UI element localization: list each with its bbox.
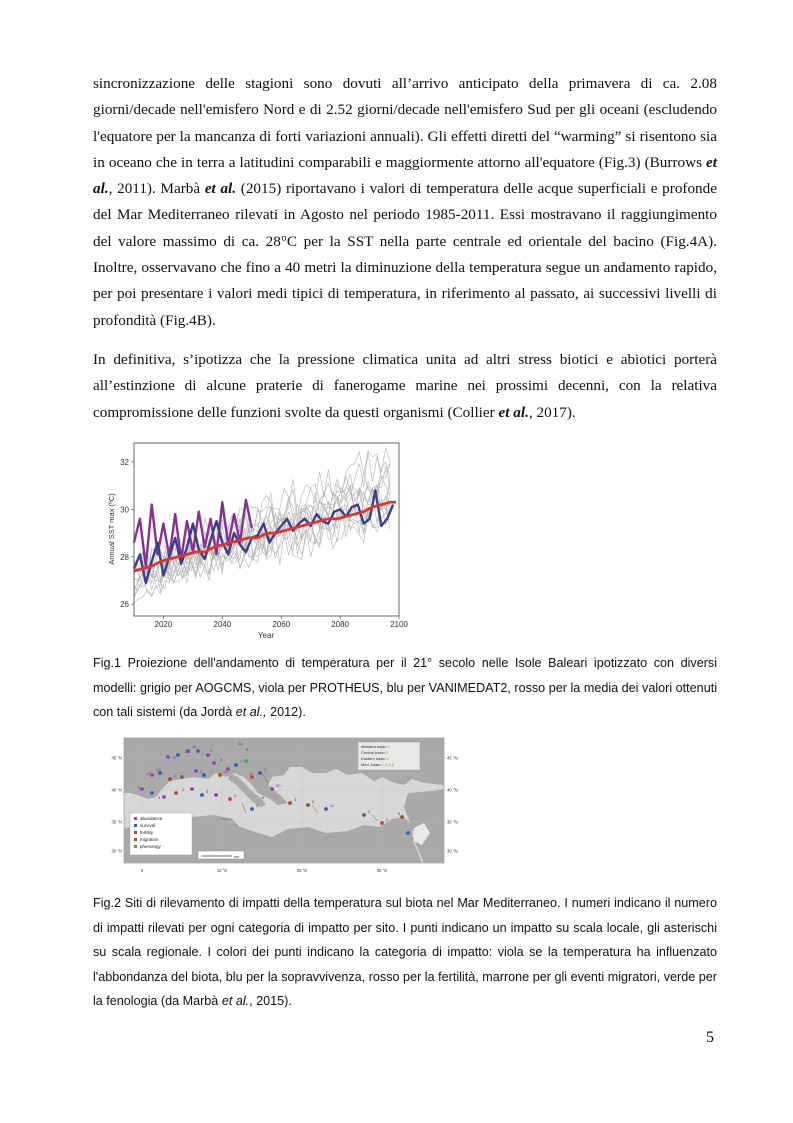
page-number: 5 [706,1029,714,1046]
site-count-label: 8 [312,799,315,804]
scale-bar-label: km [234,854,240,859]
site-count-label: 3 [256,803,259,808]
latitude-label-right: 35 °N [447,819,458,825]
longitude-label: 10 °E [216,868,228,873]
citation-italic: et al. [93,153,717,198]
basin-legend-item [361,744,391,749]
latitude-label: 40 °N [111,787,122,793]
impact-legend [130,813,192,855]
text-run: , 2015). [249,994,292,1009]
text-run: Fig.1 Proiezione dell'andamento di temperatura per il 21° secolo nelle Isole Baleari ipotizzato con diversi modelli: grigio per AOGCMS, viola per PROTHEUS, blu per VANIMEDAT2, rosso per la media dei valori ottenuti con tali sistemi (da Jordà [93,656,717,720]
impact-site-dot [362,813,366,817]
basin-legend [358,742,420,770]
site-count-label: 5 [246,747,249,752]
x-axis-label: Year [257,631,275,640]
impact-site-dot [168,777,172,781]
latitude-label: 30 °N [111,848,122,854]
citation-italic: et al. [221,994,250,1009]
site-count-label: 13 [238,741,243,746]
y-tick-label: 28 [120,552,129,562]
latitude-label: 45 °N [111,755,122,761]
legend-swatch-phenology [134,845,137,848]
text-run: In definitiva, s’ipotizza che la pressione climatica unita ad altri stress biotici e abiotici porterà all’estinzione di alcune praterie di fanerogame marine nei prossimi decenni, con la relativa compromissione delle funzioni svolte da questi organismi (Collier [93,351,717,421]
site-count-label: 8 [206,789,209,794]
site-count-label: 4 [158,795,161,800]
legend-label-phenology: phenology [140,844,161,849]
mediterranean-impact-map [112,733,482,878]
site-count-label: 18 [184,749,189,754]
impact-site-dot [176,753,180,757]
site-count-label: 10 [224,769,229,774]
basin-suffix: 1 [387,744,390,749]
text-run: , 2017). [528,403,576,421]
text-run: Fig.2 Siti di rilevamento di impatti della temperatura sul biota nel Mar Mediterraneo. I numeri indicano il numero di impatti rilevati per ogni categoria di impatto per sito. I punti indicano un impatto su scala locale, gli asterischi su scala regionale. I colori dei punti indicano la categoria di impatto: viola se la temperatura ha influenzato l'abbondanza del biota, blu per la sopravvivenza, rosso per la fertilità, marrone per gli eventi migratori, verde per la fenologia (da Marbà [93,896,717,1009]
site-count-label: 3 [138,785,141,790]
y-axis-label: Annual SST max (ºC) [107,493,116,565]
basin-name: Eastern basin [361,756,387,761]
impact-site-dot [174,791,178,795]
paragraph-1 [93,71,717,334]
sst-projection-chart [104,437,408,642]
impact-site-dot [250,807,254,811]
scale-bar [198,851,244,859]
figure-1-caption [93,651,717,725]
x-tick-label: 2020 [154,620,173,629]
legend-label-migration: migration [140,837,159,842]
impact-site-dot [228,797,232,801]
impact-site-dot [194,769,198,773]
citation-italic: et al., [235,705,267,720]
longitude-label: 30 °E [376,868,388,873]
site-count-label: 13 [172,755,177,760]
basin-suffix: 2 [385,750,388,755]
site-count-label: 2 [386,817,389,822]
x-tick-label: 2100 [390,620,408,629]
text-run: , 2011). Marbà [108,180,205,198]
impact-site-dot [306,803,310,807]
impact-site-dot [270,787,274,791]
impact-site-dot [180,775,184,779]
basin-name: Med. basin [361,762,382,767]
basin-suffix: 1,3,4,5 [381,762,394,767]
site-count-label: 2 [182,787,185,792]
text-run: sincronizzazione delle stagioni sono dovuti all’arrivo anticipato della primavera di ca. 2.08 giorni/decade nell'emisfero Nord e di 2.52 giorni/decade nell'emisfero Sud per gli oceani (escludendo l'equatore per la mancanza di forti variazioni annuali). Gli effetti diretti del “warming” si risentono sia in oceano che in terra a latitudini comparabili e maggiormente attorno all'equatore (Fig.3) (Burrows [93,75,717,171]
site-count-label: 14 [192,744,197,749]
y-tick-label: 26 [120,600,129,610]
latitude-label: 35 °N [111,819,122,825]
longitude-label: 20 °E [296,868,308,873]
impact-site-dot [166,755,170,759]
site-count-label: 8 [398,811,401,816]
impact-site-dot [196,749,200,753]
impact-site-dot [258,771,262,775]
impact-site-dot [140,787,144,791]
legend-swatch-survival [134,824,137,827]
impact-site-dot [400,815,404,819]
impact-site-dot [324,807,328,811]
site-count-label: 2 [200,769,203,774]
citation-italic: et al. [498,403,529,421]
site-count-label: 7 [240,759,243,764]
impact-site-dot [234,763,238,767]
legend-label-fertility: fertility [140,830,154,835]
y-tick-label: 32 [120,457,129,467]
site-count-label: 30 [276,783,281,788]
legend-swatch-abundance [134,817,137,820]
basin-legend-item [361,756,390,761]
latitude-label-right: 45 °N [447,755,458,761]
text-run: 2012). [266,705,306,720]
x-tick-label: 2040 [213,620,232,629]
x-tick-label: 2060 [272,620,291,629]
legend-swatch-migration [134,838,137,841]
impact-site-dot [406,831,410,835]
impact-site-dot [212,761,216,765]
impact-site-dot [150,791,154,795]
impact-site-dot [202,773,206,777]
impact-site-dot [206,753,210,757]
impact-site-dot [200,793,204,797]
legend-label-survival: survival [140,823,156,828]
site-count-label: 3 [220,757,223,762]
impact-site-dot [214,793,218,797]
figure-2-caption [93,891,717,1014]
site-count-label: 5 [262,795,265,800]
site-count-label: 11 [330,803,335,808]
longitude-label: 0 [140,868,144,873]
legend-label-abundance: abundance [140,816,163,821]
text-run: (2015) riportavano i valori di temperatura delle acque superficiali e profonde del Mar Mediterraneo rilevati in Agosto nel periodo 1985-2011. Essi mostravano il raggiungimento del valore massimo di ca. 28°C per la SST nella parte centrale ed orientale del bacino (Fig.4A). Inoltre, osservavano che fino a 40 metri la diminuzione della temperatura segue un andamento rapido, per poi presentare i valori medi tipici di temperatura, in riferimento al passato, ai successivi livelli di profondità (Fig.4B). [93,180,717,329]
figure-2 [112,733,482,878]
site-count-label: 20 [156,767,161,772]
latitude-label-right: 30 °N [447,848,458,854]
site-count-label: 2 [264,767,267,772]
aogcm-gray-line [134,448,390,586]
paragraph-2 [93,347,717,426]
figure-1 [104,437,408,642]
impact-site-dot [162,795,166,799]
site-count-label: 3 [210,748,213,753]
site-count-label: 2 [234,793,237,798]
impact-site-dot [244,759,248,763]
basin-name: Western basin [361,744,388,749]
site-count-label: 2 [174,773,177,778]
site-count-label: 2 [368,809,371,814]
basin-legend-item [361,762,395,767]
citation-italic: et al. [204,180,237,198]
site-count-label: 3 [412,827,415,832]
impact-site-dot [150,773,154,777]
site-count-label: 3 [294,797,297,802]
site-count-label: 2 [250,771,253,776]
y-tick-label: 30 [120,505,129,515]
impact-site-dot [288,801,292,805]
site-count-label: 17 [146,771,151,776]
impact-site-dot [380,821,384,825]
x-tick-label: 2080 [331,620,350,629]
latitude-label-right: 40 °N [447,787,458,793]
basin-legend-item [361,750,389,755]
legend-swatch-fertility [134,831,137,834]
basin-suffix: 4 [386,756,389,761]
impact-site-dot [218,773,222,777]
basin-name: Central basin [361,750,386,755]
impact-site-dot [190,787,194,791]
